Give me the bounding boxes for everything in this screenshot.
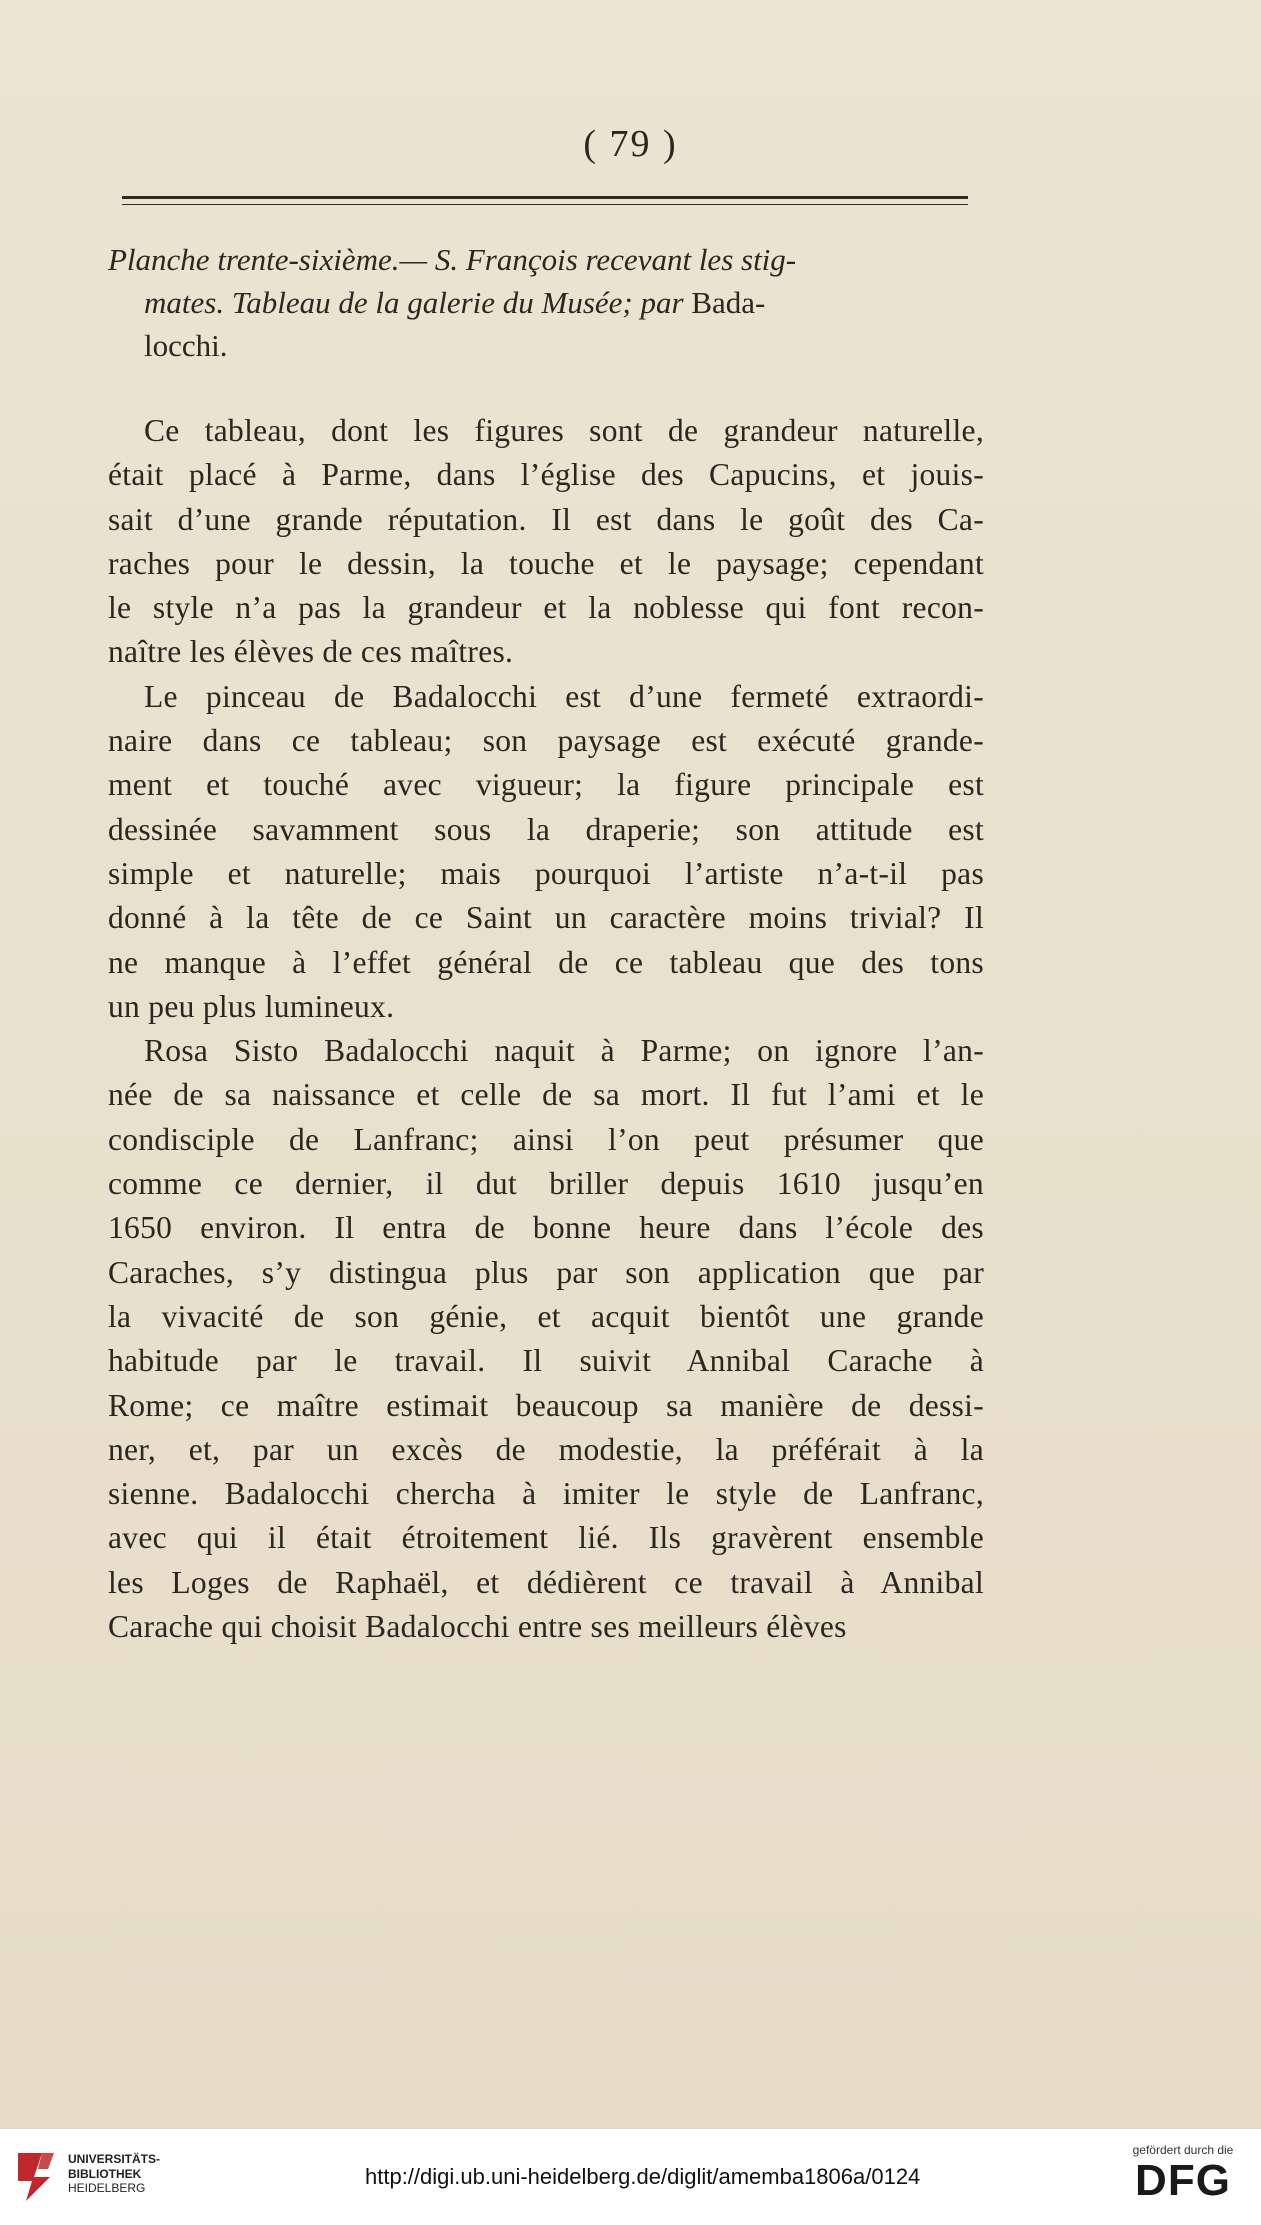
institution-line: BIBLIOTHEK (68, 2166, 142, 2181)
university-library-logo-icon (12, 2149, 60, 2203)
text-line: ne manque à l’effet général de ce tableau que des tons (108, 944, 984, 980)
text-line: un peu plus lumineux. (108, 988, 395, 1024)
text-line: Carache qui choisit Badalocchi entre ses meilleurs élèves (108, 1609, 847, 1645)
text-line: naître les élèves de ces maîtres. (108, 634, 514, 670)
text-line: le style n’a pas la grandeur et la noblesse qui font recon- (108, 590, 984, 626)
text-line: Caraches, s’y distingua plus par son application que par (108, 1254, 984, 1290)
institution-line: UNIVERSITÄTS- (68, 2152, 161, 2166)
text-line: donné à la tête de ce Saint un caractère moins trivial? Il (108, 900, 984, 936)
plate-caption (108, 238, 984, 367)
caption-italic-text: mates. Tableau de la galerie du Musée; par (144, 285, 692, 320)
text-line: était placé à Parme, dans l’église des Capucins, et jouis- (108, 457, 984, 493)
footer-bar (0, 2128, 1261, 2225)
text-line: comme ce dernier, il dut briller depuis 1610 jusqu’en (108, 1166, 984, 1202)
text-line: Le pinceau de Badalocchi est d’une fermeté extraordi- (144, 678, 984, 714)
paragraph (108, 409, 984, 675)
text-line: naire dans ce tableau; son paysage est exécuté grande- (108, 723, 984, 759)
caption-paragraph (108, 238, 984, 367)
text-line: avec qui il était étroitement lié. Ils gravèrent ensemble (108, 1520, 984, 1556)
institution-name (68, 2152, 160, 2196)
dfg-logo: DFG (1135, 2156, 1231, 2205)
text-line: simple et naturelle; mais pourquoi l’artiste n’a-t-il pas (108, 855, 984, 891)
permalink-url[interactable]: http://digi.ub.uni-heidelberg.de/diglit/amemba1806a/0124 (365, 2164, 921, 2189)
institution-line: HEIDELBERG (68, 2181, 146, 2195)
text-line: la vivacité de son génie, et acquit bientôt une grande (108, 1298, 984, 1334)
paragraph (108, 1029, 984, 1649)
text-line: sait d’une grande réputation. Il est dans le goût des Ca- (108, 501, 984, 537)
text-line: ner, et, par un excès de modestie, la préférait à la (108, 1431, 984, 1467)
text-line: Rosa Sisto Badalocchi naquit à Parme; on ignore l’an- (144, 1033, 984, 1069)
header-rule-thin (122, 204, 968, 205)
text-line: 1650 environ. Il entra de bonne heure dans l’école des (108, 1210, 984, 1246)
text-line: sienne. Badalocchi chercha à imiter le style de Lanfranc, (108, 1476, 984, 1512)
text-line: raches pour le dessin, la touche et le paysage; cependant (108, 545, 984, 581)
header-rule-thick (122, 196, 968, 199)
text-line: Rome; ce maître estimait beaucoup sa manière de dessi- (108, 1387, 984, 1423)
text-line: dessinée savamment sous la draperie; son attitude est (108, 811, 984, 847)
sponsor-block (1119, 2143, 1247, 2205)
text-line: née de sa naissance et celle de sa mort. Il fut l’ami et le (108, 1077, 984, 1113)
body-text (108, 409, 984, 1649)
caption-roman-text: locchi. (144, 328, 228, 363)
text-line: les Loges de Raphaël, et dédièrent ce travail à Annibal (108, 1564, 984, 1600)
page-number: ( 79 ) (583, 123, 678, 165)
caption-italic-text: Planche trente-sixième.— S. François recevant les stig- (108, 242, 797, 277)
text-line: ment et touché avec vigueur; la figure principale est (108, 767, 984, 803)
paragraph (108, 675, 984, 1029)
text-line: condisciple de Lanfranc; ainsi l’on peut présumer que (108, 1121, 984, 1157)
text-line: habitude par le travail. Il suivit Annibal Carache à (108, 1343, 984, 1379)
text-line: Ce tableau, dont les figures sont de grandeur naturelle, (144, 413, 984, 448)
caption-roman-text: Bada- (691, 285, 766, 320)
sponsor-label: gefördert durch die (1132, 2143, 1234, 2157)
